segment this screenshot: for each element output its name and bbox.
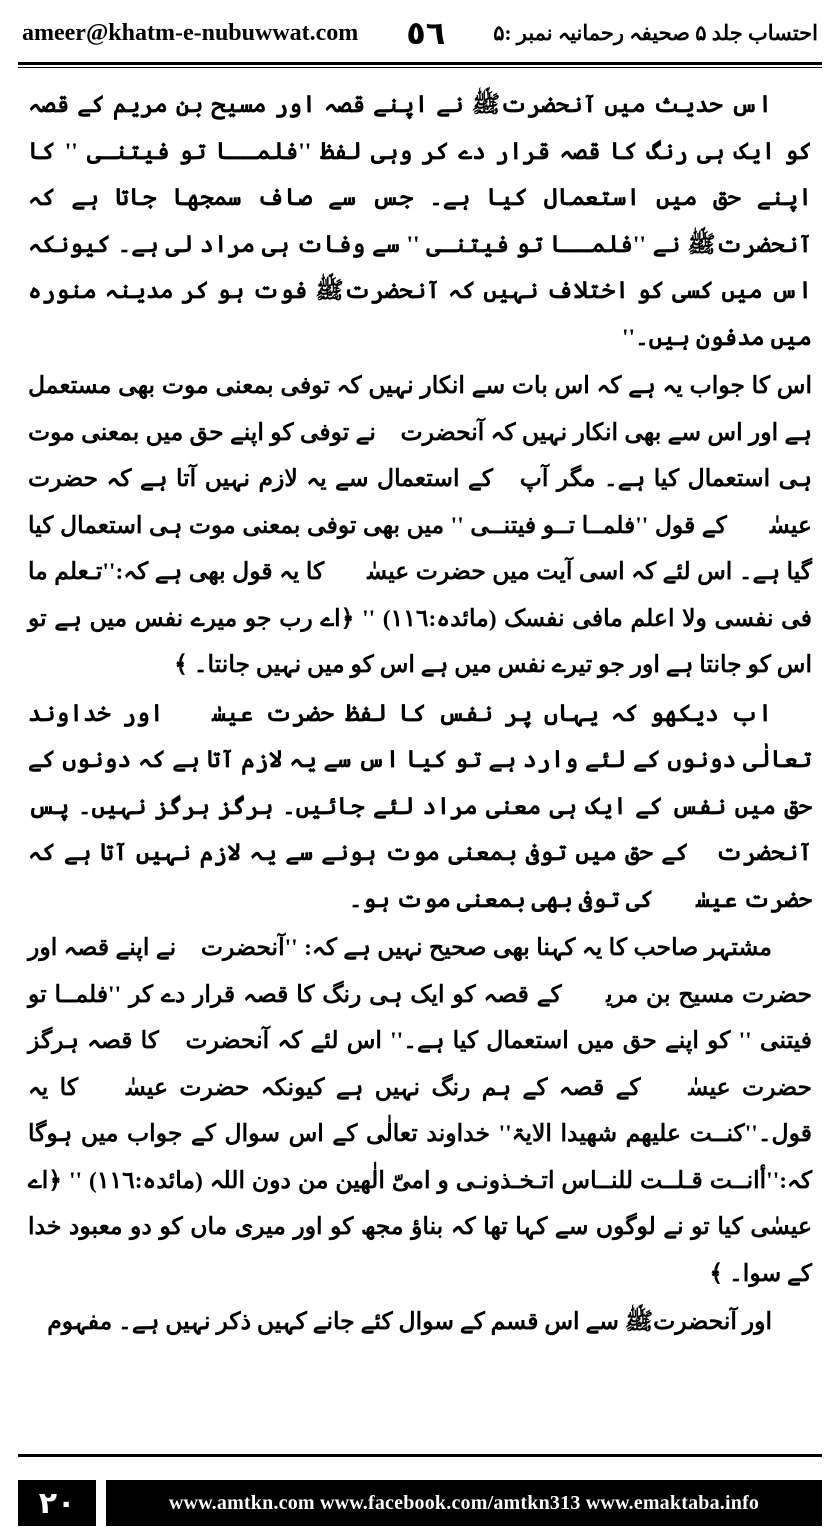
page-number-arabic: ٥٦ xyxy=(406,14,446,52)
body-paragraph: اس کا جواب یہ ہے کہ اس بات سے انکار نہیں کہ توفی بمعنی موت بھی مستعمل ہے اور اس سے بھی انکار نہیں کہ آنحضرتﷺ نے توفی کو اپنے حق میں بمعنی موت ہی استعمال کیا ہے۔ مگر آپﷺ کے استعمال سے یہ لازم نہیں آتا ہے کہ حضرت عیسٰیؑ کے قول ''فلمــا تــو فیتنــی '' میں بھی توفی بمعنی موت ہی استعمال کیا گیا ہے۔ اس لئے کہ اسی آیت میں حضرت عیسٰیؑ کا یہ قول بھی ہے کہ:''تـعلم ما فی نفسی ولا اعلم مافی نفسک (مائدہ:١١٦) '' ﴿اے رب جو میرے نفس میں ہے تو اس کو جانتا ہے اور جو تیرے نفس میں ہے اس کو میں نہیں جانتا۔ ﴾ xyxy=(28,373,812,679)
footer-links-text[interactable]: www.amtkn.com www.facebook.com/amtkn313 www.emaktaba.info xyxy=(168,1491,760,1514)
page-footer xyxy=(0,1454,840,1540)
footer-links[interactable] xyxy=(106,1480,822,1526)
contact-email: ameer@khatm-e-nubuwwat.com xyxy=(22,19,359,46)
footer-bar xyxy=(18,1480,822,1526)
page-body xyxy=(0,68,840,1346)
body-paragraph: مشتہر صاحب کا یہ کہنا بھی صحیح نہیں ہے کہ: ''آنحضرتﷺ نے اپنے قصہ اور حضرت مسیح بن مریمؑ کے قصہ کو ایک ہی رنگ کا قصہ قرار دے کر ''فلمــا تو فیتنی '' کو اپنے حق میں استعمال کیا ہے۔'' اس لئے کہ آنحضرتﷺ کا قصہ ہرگز حضرت عیسٰیؑ کے قصہ کے ہم رنگ نہیں ہے کیونکہ حضرت عیسٰیؑ کا یہ قول۔''کنــت علیھم شھیدا الایۃ'' خداوند تعالٰی کے اس سوال کے جواب میں ہوگا کہ:''أانــت قـلــت للنــاس اتـخـذونـی و امیّ الٰھین من دون اللہ (مائدہ:١١٦) '' ﴿اے عیسٰی کیا تو نے لوگوں سے کہا تھا کہ بناؤ مجھ کو اور میری ماں کو دو معبود خدا کے سوا۔ ﴾ xyxy=(28,935,813,1287)
header-divider xyxy=(18,62,822,65)
page-header xyxy=(0,0,840,58)
body-paragraph: اب دیکھو کہ یہاں پر نفس کا لفظ حضرت عیسٰیؑ اور خداوند تعالٰی دونوں کے لئے وارد ہے تو کیا اس سے یہ لازم آتا ہے کہ دونوں کے حق میں نفس کے ایک ہی معنی مراد لئے جائیں۔ ہرگز ہرگز نہیں۔ پس آنحضرتﷺ کے حق میں توفی بمعنی موت ہونے سے یہ لازم نہیں آتا ہے کہ حضرت عیسٰیؑ کی توفی بھی بمعنی موت ہو۔ xyxy=(28,700,812,913)
body-paragraph: اور آنحضرتﷺ سے اس قسم کے سوال کئے جانے کہیں ذکر نہیں ہے۔ مفہوم xyxy=(47,1309,772,1336)
footer-divider xyxy=(18,1454,822,1457)
book-title: احتساب جلد ۵ صحیفہ رحمانیہ نمبر :۵ xyxy=(493,20,818,45)
body-paragraph: اس حدیث میں آنحضرتﷺ نے اپنے قصہ اور مسیح بن مریم کے قصہ کو ایک ہی رنگ کا قصہ قرار دے کر وہی لفظ ''فلمــا تو فیتنـی '' کا اپنے حق میں استعمال کیا ہے۔ جس سے صاف سمجھا جاتا ہے کہ آنحضرتﷺ نے ''فلمــا تو فیتنـی '' سے وفات ہی مراد لی ہے۔ کیونکہ اس میں کسی کو اختلاف نہیں کہ آنحضرتﷺ فوت ہو کر مدینہ منورہ میں مدفون ہیں۔'' xyxy=(28,92,812,351)
footer-page-number: ۲۰ xyxy=(18,1480,96,1526)
